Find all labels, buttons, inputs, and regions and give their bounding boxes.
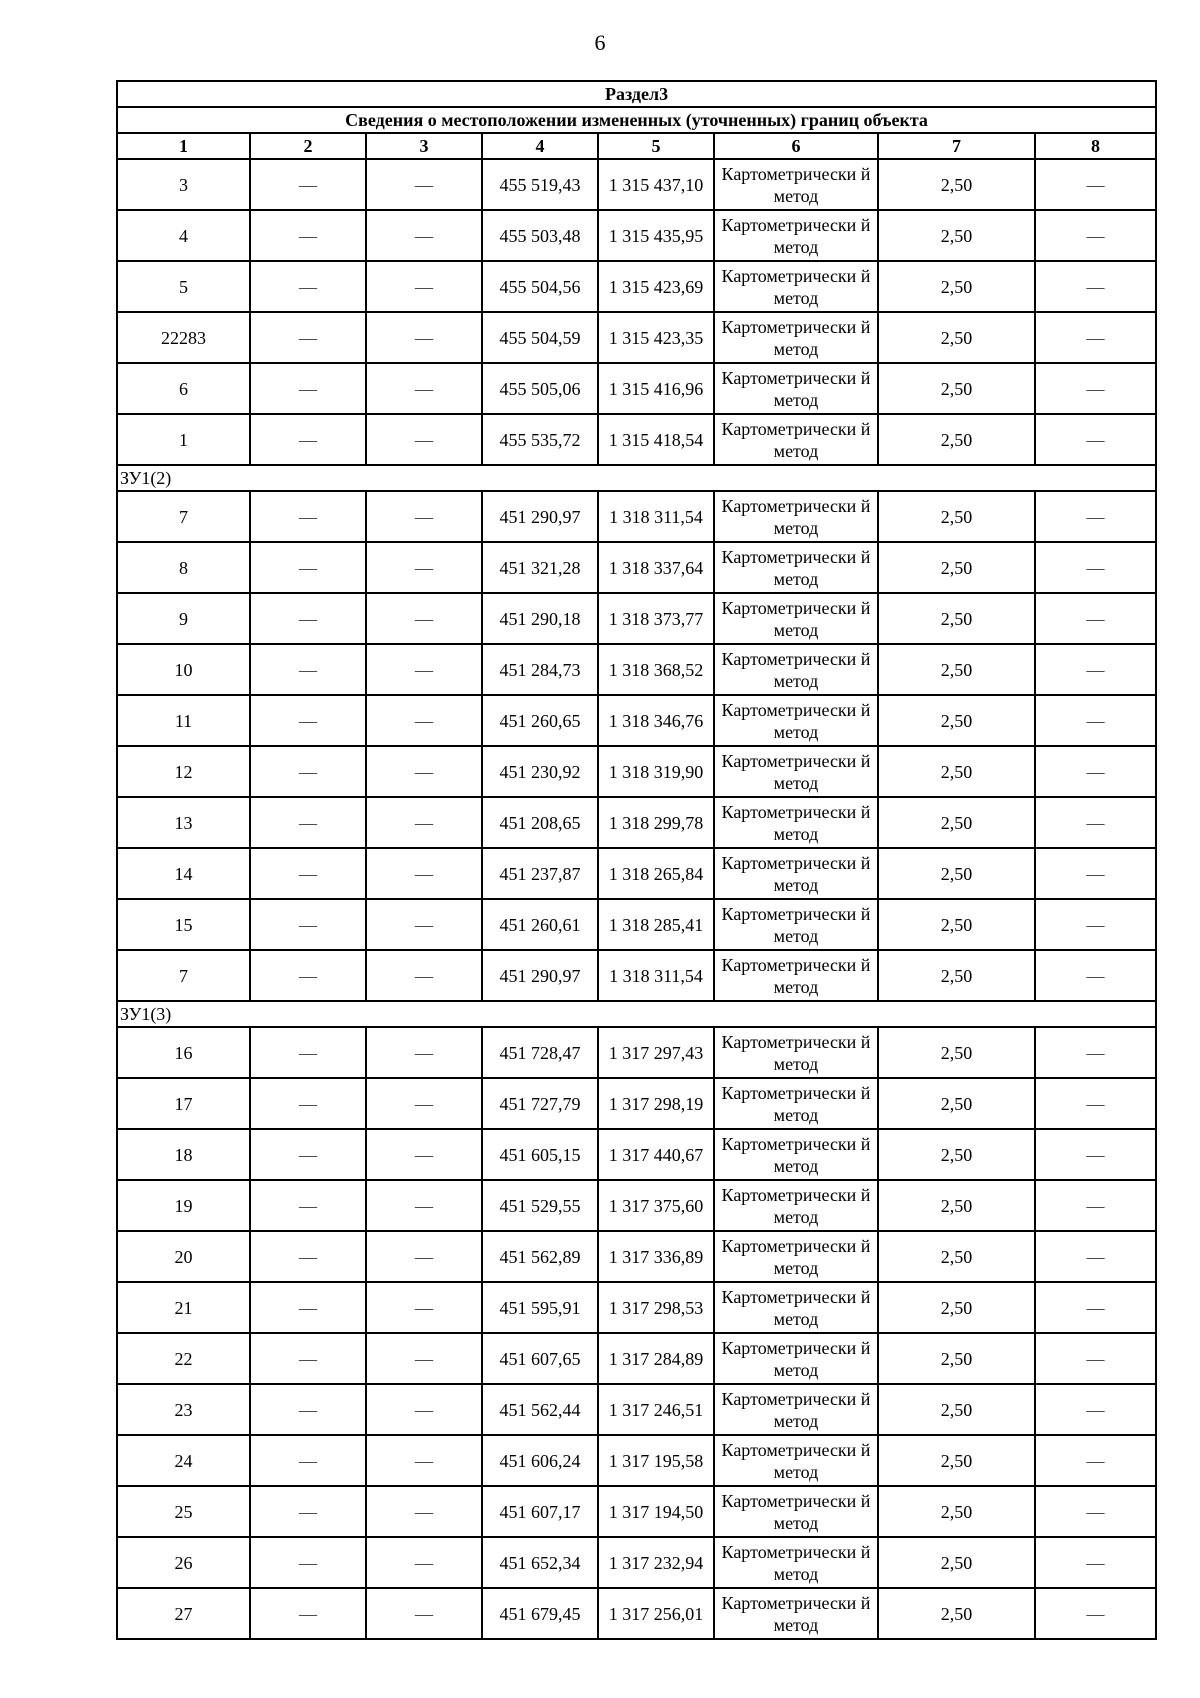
method-cell: Картометрически й метод: [714, 899, 878, 950]
col8-cell: —: [1035, 159, 1156, 210]
y-coordinate-cell: 1 317 375,60: [598, 1180, 714, 1231]
col3-cell: —: [366, 491, 482, 542]
x-coordinate-cell: 455 535,72: [482, 414, 598, 465]
col8-cell: —: [1035, 1180, 1156, 1231]
col2-cell: —: [250, 695, 366, 746]
column-header: 2: [250, 133, 366, 159]
point-number-cell: 6: [117, 363, 250, 414]
page-number: 6: [594, 30, 606, 55]
y-coordinate-cell: 1 315 416,96: [598, 363, 714, 414]
accuracy-cell: 2,50: [878, 491, 1035, 542]
method-cell: Картометрически й метод: [714, 261, 878, 312]
y-coordinate-cell: 1 317 284,89: [598, 1333, 714, 1384]
x-coordinate-cell: 451 260,65: [482, 695, 598, 746]
y-coordinate-cell: 1 318 337,64: [598, 542, 714, 593]
table-row: [117, 1537, 1156, 1588]
x-coordinate-cell: 451 562,89: [482, 1231, 598, 1282]
col8-cell: —: [1035, 491, 1156, 542]
accuracy-cell: 2,50: [878, 797, 1035, 848]
table-row: [117, 1027, 1156, 1078]
col2-cell: —: [250, 746, 366, 797]
table-row: [117, 1078, 1156, 1129]
col2-cell: —: [250, 210, 366, 261]
col8-cell: —: [1035, 1435, 1156, 1486]
accuracy-cell: 2,50: [878, 1486, 1035, 1537]
y-coordinate-cell: 1 317 298,19: [598, 1078, 714, 1129]
col8-cell: —: [1035, 210, 1156, 261]
y-coordinate-cell: 1 315 423,69: [598, 261, 714, 312]
table-row: [117, 363, 1156, 414]
table-row: [117, 593, 1156, 644]
col3-cell: —: [366, 1384, 482, 1435]
point-number-cell: 27: [117, 1588, 250, 1639]
col2-cell: —: [250, 312, 366, 363]
column-header: 3: [366, 133, 482, 159]
table-row: [117, 1486, 1156, 1537]
point-number-cell: 7: [117, 491, 250, 542]
method-cell: Картометрически й метод: [714, 1486, 878, 1537]
col8-cell: —: [1035, 1231, 1156, 1282]
point-number-cell: 20: [117, 1231, 250, 1282]
x-coordinate-cell: 451 652,34: [482, 1537, 598, 1588]
method-cell: Картометрически й метод: [714, 1435, 878, 1486]
x-coordinate-cell: 451 290,18: [482, 593, 598, 644]
accuracy-cell: 2,50: [878, 950, 1035, 1001]
method-cell: Картометрически й метод: [714, 542, 878, 593]
col3-cell: —: [366, 848, 482, 899]
method-cell: Картометрически й метод: [714, 746, 878, 797]
col3-cell: —: [366, 1282, 482, 1333]
y-coordinate-cell: 1 317 298,53: [598, 1282, 714, 1333]
col3-cell: —: [366, 695, 482, 746]
table-row: [117, 542, 1156, 593]
col2-cell: —: [250, 1282, 366, 1333]
col3-cell: —: [366, 261, 482, 312]
accuracy-cell: 2,50: [878, 848, 1035, 899]
col2-cell: —: [250, 1384, 366, 1435]
group-row: [117, 1001, 1156, 1027]
table-row: [117, 312, 1156, 363]
method-cell: Картометрически й метод: [714, 1282, 878, 1333]
group-label: ЗУ1(2): [117, 465, 1156, 491]
method-cell: Картометрически й метод: [714, 159, 878, 210]
col2-cell: —: [250, 593, 366, 644]
col3-cell: —: [366, 1435, 482, 1486]
y-coordinate-cell: 1 315 435,95: [598, 210, 714, 261]
col8-cell: —: [1035, 1384, 1156, 1435]
col3-cell: —: [366, 414, 482, 465]
col3-cell: —: [366, 1180, 482, 1231]
accuracy-cell: 2,50: [878, 363, 1035, 414]
accuracy-cell: 2,50: [878, 1180, 1035, 1231]
table-row: [117, 1384, 1156, 1435]
column-header: 4: [482, 133, 598, 159]
point-number-cell: 3: [117, 159, 250, 210]
table-row: [117, 797, 1156, 848]
point-number-cell: 1: [117, 414, 250, 465]
section-title: Раздел3: [117, 81, 1156, 107]
method-cell: Картометрически й метод: [714, 491, 878, 542]
accuracy-cell: 2,50: [878, 210, 1035, 261]
col2-cell: —: [250, 899, 366, 950]
col3-cell: —: [366, 899, 482, 950]
accuracy-cell: 2,50: [878, 1333, 1035, 1384]
col3-cell: —: [366, 210, 482, 261]
col3-cell: —: [366, 1129, 482, 1180]
column-header: 1: [117, 133, 250, 159]
method-cell: Картометрически й метод: [714, 1333, 878, 1384]
y-coordinate-cell: 1 317 246,51: [598, 1384, 714, 1435]
x-coordinate-cell: 451 260,61: [482, 899, 598, 950]
accuracy-cell: 2,50: [878, 644, 1035, 695]
column-header: 8: [1035, 133, 1156, 159]
table-row: [117, 1129, 1156, 1180]
point-number-cell: 9: [117, 593, 250, 644]
method-cell: Картометрически й метод: [714, 695, 878, 746]
point-number-cell: 25: [117, 1486, 250, 1537]
method-cell: Картометрически й метод: [714, 1129, 878, 1180]
accuracy-cell: 2,50: [878, 1435, 1035, 1486]
point-number-cell: 19: [117, 1180, 250, 1231]
table-row: [117, 1231, 1156, 1282]
method-cell: Картометрически й метод: [714, 950, 878, 1001]
col3-cell: —: [366, 312, 482, 363]
accuracy-cell: 2,50: [878, 695, 1035, 746]
accuracy-cell: 2,50: [878, 1129, 1035, 1180]
col2-cell: —: [250, 1180, 366, 1231]
col8-cell: —: [1035, 1078, 1156, 1129]
point-number-cell: 8: [117, 542, 250, 593]
x-coordinate-cell: 451 607,17: [482, 1486, 598, 1537]
table-row: [117, 261, 1156, 312]
x-coordinate-cell: 451 230,92: [482, 746, 598, 797]
col2-cell: —: [250, 1486, 366, 1537]
x-coordinate-cell: 451 529,55: [482, 1180, 598, 1231]
point-number-cell: 21: [117, 1282, 250, 1333]
y-coordinate-cell: 1 317 195,58: [598, 1435, 714, 1486]
point-number-cell: 7: [117, 950, 250, 1001]
col2-cell: —: [250, 1231, 366, 1282]
x-coordinate-cell: 455 505,06: [482, 363, 598, 414]
point-number-cell: 23: [117, 1384, 250, 1435]
point-number-cell: 22283: [117, 312, 250, 363]
accuracy-cell: 2,50: [878, 746, 1035, 797]
table-row: [117, 848, 1156, 899]
col3-cell: —: [366, 593, 482, 644]
col3-cell: —: [366, 950, 482, 1001]
col8-cell: —: [1035, 261, 1156, 312]
y-coordinate-cell: 1 318 265,84: [598, 848, 714, 899]
col8-cell: —: [1035, 1333, 1156, 1384]
col8-cell: —: [1035, 1129, 1156, 1180]
x-coordinate-cell: 451 290,97: [482, 950, 598, 1001]
table-title: Сведения о местоположении измененных (уточненных) границ объекта: [117, 107, 1156, 133]
method-cell: Картометрически й метод: [714, 1384, 878, 1435]
col8-cell: —: [1035, 1027, 1156, 1078]
table-row: [117, 1180, 1156, 1231]
y-coordinate-cell: 1 318 346,76: [598, 695, 714, 746]
x-coordinate-cell: 451 606,24: [482, 1435, 598, 1486]
col3-cell: —: [366, 1027, 482, 1078]
table-row: [117, 414, 1156, 465]
group-label: ЗУ1(3): [117, 1001, 1156, 1027]
y-coordinate-cell: 1 318 368,52: [598, 644, 714, 695]
col8-cell: —: [1035, 1486, 1156, 1537]
point-number-cell: 4: [117, 210, 250, 261]
x-coordinate-cell: 451 728,47: [482, 1027, 598, 1078]
table-row: [117, 695, 1156, 746]
col2-cell: —: [250, 1588, 366, 1639]
col3-cell: —: [366, 746, 482, 797]
accuracy-cell: 2,50: [878, 542, 1035, 593]
y-coordinate-cell: 1 318 311,54: [598, 491, 714, 542]
col8-cell: —: [1035, 1588, 1156, 1639]
x-coordinate-cell: 455 519,43: [482, 159, 598, 210]
method-cell: Картометрически й метод: [714, 414, 878, 465]
col3-cell: —: [366, 159, 482, 210]
table-row: [117, 899, 1156, 950]
point-number-cell: 10: [117, 644, 250, 695]
x-coordinate-cell: 451 595,91: [482, 1282, 598, 1333]
col2-cell: —: [250, 797, 366, 848]
col2-cell: —: [250, 644, 366, 695]
column-header: 7: [878, 133, 1035, 159]
table-row: [117, 491, 1156, 542]
table-row: [117, 1435, 1156, 1486]
table-row: [117, 159, 1156, 210]
y-coordinate-cell: 1 317 336,89: [598, 1231, 714, 1282]
y-coordinate-cell: 1 318 311,54: [598, 950, 714, 1001]
col3-cell: —: [366, 1588, 482, 1639]
col3-cell: —: [366, 1486, 482, 1537]
column-header: 5: [598, 133, 714, 159]
col3-cell: —: [366, 644, 482, 695]
col2-cell: —: [250, 414, 366, 465]
col2-cell: —: [250, 1333, 366, 1384]
method-cell: Картометрически й метод: [714, 1588, 878, 1639]
point-number-cell: 13: [117, 797, 250, 848]
table-row: [117, 644, 1156, 695]
col3-cell: —: [366, 1333, 482, 1384]
point-number-cell: 5: [117, 261, 250, 312]
accuracy-cell: 2,50: [878, 1384, 1035, 1435]
col2-cell: —: [250, 363, 366, 414]
col8-cell: —: [1035, 899, 1156, 950]
col8-cell: —: [1035, 1537, 1156, 1588]
x-coordinate-cell: 455 503,48: [482, 210, 598, 261]
col2-cell: —: [250, 491, 366, 542]
y-coordinate-cell: 1 315 418,54: [598, 414, 714, 465]
col3-cell: —: [366, 542, 482, 593]
point-number-cell: 11: [117, 695, 250, 746]
x-coordinate-cell: 455 504,59: [482, 312, 598, 363]
y-coordinate-cell: 1 317 297,43: [598, 1027, 714, 1078]
col2-cell: —: [250, 848, 366, 899]
y-coordinate-cell: 1 318 299,78: [598, 797, 714, 848]
y-coordinate-cell: 1 317 232,94: [598, 1537, 714, 1588]
col2-cell: —: [250, 1078, 366, 1129]
col3-cell: —: [366, 1078, 482, 1129]
col3-cell: —: [366, 1537, 482, 1588]
x-coordinate-cell: 451 284,73: [482, 644, 598, 695]
table-row: [117, 950, 1156, 1001]
col3-cell: —: [366, 797, 482, 848]
x-coordinate-cell: 455 504,56: [482, 261, 598, 312]
table-row: [117, 1588, 1156, 1639]
col3-cell: —: [366, 363, 482, 414]
col2-cell: —: [250, 1537, 366, 1588]
method-cell: Картометрически й метод: [714, 1180, 878, 1231]
method-cell: Картометрически й метод: [714, 593, 878, 644]
point-number-cell: 15: [117, 899, 250, 950]
x-coordinate-cell: 451 290,97: [482, 491, 598, 542]
column-header: 6: [714, 133, 878, 159]
accuracy-cell: 2,50: [878, 261, 1035, 312]
x-coordinate-cell: 451 727,79: [482, 1078, 598, 1129]
accuracy-cell: 2,50: [878, 1588, 1035, 1639]
y-coordinate-cell: 1 317 256,01: [598, 1588, 714, 1639]
y-coordinate-cell: 1 318 319,90: [598, 746, 714, 797]
point-number-cell: 17: [117, 1078, 250, 1129]
x-coordinate-cell: 451 679,45: [482, 1588, 598, 1639]
col3-cell: —: [366, 1231, 482, 1282]
col8-cell: —: [1035, 1282, 1156, 1333]
group-row: [117, 465, 1156, 491]
col2-cell: —: [250, 1435, 366, 1486]
accuracy-cell: 2,50: [878, 1231, 1035, 1282]
x-coordinate-cell: 451 321,28: [482, 542, 598, 593]
point-number-cell: 26: [117, 1537, 250, 1588]
x-coordinate-cell: 451 607,65: [482, 1333, 598, 1384]
y-coordinate-cell: 1 317 194,50: [598, 1486, 714, 1537]
col2-cell: —: [250, 1129, 366, 1180]
accuracy-cell: 2,50: [878, 159, 1035, 210]
method-cell: Картометрически й метод: [714, 1231, 878, 1282]
method-cell: Картометрически й метод: [714, 363, 878, 414]
accuracy-cell: 2,50: [878, 899, 1035, 950]
point-number-cell: 24: [117, 1435, 250, 1486]
col8-cell: —: [1035, 542, 1156, 593]
col2-cell: —: [250, 542, 366, 593]
accuracy-cell: 2,50: [878, 1282, 1035, 1333]
table-row: [117, 210, 1156, 261]
method-cell: Картометрически й метод: [714, 1027, 878, 1078]
x-coordinate-cell: 451 237,87: [482, 848, 598, 899]
table-row: [117, 746, 1156, 797]
point-number-cell: 12: [117, 746, 250, 797]
y-coordinate-cell: 1 315 437,10: [598, 159, 714, 210]
method-cell: Картометрически й метод: [714, 210, 878, 261]
x-coordinate-cell: 451 562,44: [482, 1384, 598, 1435]
column-header-row: [117, 133, 1156, 159]
accuracy-cell: 2,50: [878, 593, 1035, 644]
accuracy-cell: 2,50: [878, 312, 1035, 363]
point-number-cell: 22: [117, 1333, 250, 1384]
accuracy-cell: 2,50: [878, 1027, 1035, 1078]
col8-cell: —: [1035, 312, 1156, 363]
method-cell: Картометрически й метод: [714, 1078, 878, 1129]
col2-cell: —: [250, 950, 366, 1001]
method-cell: Картометрически й метод: [714, 1537, 878, 1588]
accuracy-cell: 2,50: [878, 414, 1035, 465]
col2-cell: —: [250, 159, 366, 210]
y-coordinate-cell: 1 317 440,67: [598, 1129, 714, 1180]
y-coordinate-cell: 1 318 285,41: [598, 899, 714, 950]
x-coordinate-cell: 451 605,15: [482, 1129, 598, 1180]
method-cell: Картометрически й метод: [714, 312, 878, 363]
col8-cell: —: [1035, 695, 1156, 746]
col8-cell: —: [1035, 644, 1156, 695]
col8-cell: —: [1035, 593, 1156, 644]
col8-cell: —: [1035, 414, 1156, 465]
point-number-cell: 14: [117, 848, 250, 899]
y-coordinate-cell: 1 315 423,35: [598, 312, 714, 363]
point-number-cell: 18: [117, 1129, 250, 1180]
col8-cell: —: [1035, 746, 1156, 797]
method-cell: Картометрически й метод: [714, 797, 878, 848]
accuracy-cell: 2,50: [878, 1078, 1035, 1129]
col2-cell: —: [250, 1027, 366, 1078]
y-coordinate-cell: 1 318 373,77: [598, 593, 714, 644]
table-row: [117, 1333, 1156, 1384]
table-row: [117, 1282, 1156, 1333]
col8-cell: —: [1035, 950, 1156, 1001]
col2-cell: —: [250, 261, 366, 312]
col8-cell: —: [1035, 363, 1156, 414]
accuracy-cell: 2,50: [878, 1537, 1035, 1588]
col8-cell: —: [1035, 848, 1156, 899]
col8-cell: —: [1035, 797, 1156, 848]
method-cell: Картометрически й метод: [714, 644, 878, 695]
method-cell: Картометрически й метод: [714, 848, 878, 899]
coordinates-table: [116, 80, 1157, 1640]
point-number-cell: 16: [117, 1027, 250, 1078]
x-coordinate-cell: 451 208,65: [482, 797, 598, 848]
